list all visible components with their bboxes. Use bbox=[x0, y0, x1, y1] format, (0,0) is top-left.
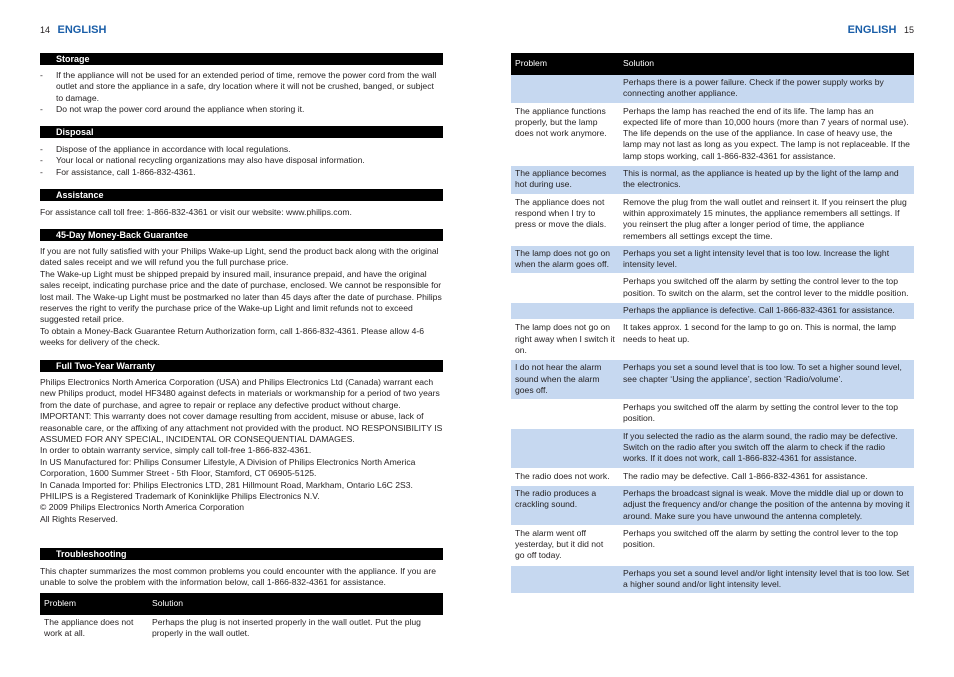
paragraph: In US Manufactured for: Philips Consumer Lifestyle, A Division of Philips Electronics North America Corporation, 1600 Summer Street - 5th Floor, Stamford, CT 06905-5125. bbox=[40, 456, 416, 479]
left-page-header bbox=[40, 24, 106, 36]
storage-list bbox=[40, 70, 443, 116]
problem-cell: The appliance becomes hot during use. bbox=[511, 166, 619, 195]
problem-cell: The radio does not work. bbox=[511, 468, 619, 485]
assistance-heading: Assistance bbox=[40, 189, 443, 201]
language-label: ENGLISH bbox=[57, 24, 107, 36]
table-row bbox=[511, 360, 914, 400]
solution-cell: It takes approx. 1 second for the lamp to go on. This is normal, the lamp needs to heat up. bbox=[619, 320, 914, 360]
paragraph: PHILIPS is a Registered Trademark of Koninklijke Philips Electronics N.V. bbox=[40, 491, 320, 502]
table-row bbox=[511, 303, 914, 320]
solution-cell: This is normal, as the appliance is heated up by the light of the lamp and the electronics. bbox=[619, 166, 914, 195]
solution-cell: The radio may be defective. Call 1-866-832-4361 for assistance. bbox=[619, 468, 914, 485]
solution-cell: Perhaps you set a sound level and/or light intensity level that is too low. Set a higher sound and/or light intensity level. bbox=[619, 565, 914, 593]
warranty-heading: Full Two-Year Warranty bbox=[40, 360, 443, 372]
paragraph: To obtain a Money-Back Guarantee Return Authorization form, call 1-866-832-4361. Please allow 4-6 weeks for delivery of the check. bbox=[40, 325, 425, 348]
table-row bbox=[511, 320, 914, 360]
troubleshooting-table-right bbox=[511, 53, 914, 593]
problem-cell bbox=[511, 274, 619, 303]
list-item: - If the appliance will not be used for an extended period of time, remove the power cord from the wall outlet and store the appliance in a safe, dry location where it will not be crushed, banged, or subject to damage. bbox=[40, 70, 443, 104]
storage-heading: Storage bbox=[40, 53, 443, 65]
table-row bbox=[511, 245, 914, 274]
problem-cell bbox=[511, 303, 619, 320]
paragraph: Philips Electronics North America Corporation (USA) and Philips Electronics Ltd (Canada) warrant each new Philips product, model HF3480 against defects in materials or workmanship for a period of two years from the date of purchase, and agree to repair or replace any defective product without charge. IMPORTANT: This warranty does not cover damage resulting from accident, misuse or abuse, lack of reasonable care, or the affixing of any attachment not provided with the product. NO RESPONSIBILITY IS ASSUMED FOR ANY SPECIAL, INCIDENTAL OR CONSEQUENTIAL DAMAGES. bbox=[40, 377, 443, 445]
paragraph: © 2009 Philips Electronics North America Corporation bbox=[40, 502, 245, 513]
right-page-header bbox=[848, 24, 914, 36]
list-item: - For assistance, call 1-866-832-4361. bbox=[40, 167, 443, 178]
problem-cell: The radio produces a crackling sound. bbox=[511, 485, 619, 525]
solution-cell: Perhaps the appliance is defective. Call 1-866-832-4361 for assistance. bbox=[619, 303, 914, 320]
solution-cell: Perhaps you set a sound level that is too low. To set a higher sound level, see chapter ‘Using the appliance’, section ‘Radio/volume’. bbox=[619, 360, 914, 400]
problem-cell bbox=[511, 75, 619, 103]
problem-cell: The alarm went off yesterday, but it did not go off today. bbox=[511, 525, 619, 565]
paragraph: All Rights Reserved. bbox=[40, 513, 118, 524]
problem-cell: The appliance functions properly, but the lamp does not work anymore. bbox=[511, 103, 619, 165]
solution-cell: Perhaps you switched off the alarm by setting the control lever to the top position. To switch on the alarm, set the control lever to the middle position. bbox=[619, 274, 914, 303]
paragraph: In Canada Imported for: Philips Electronics LTD, 281 Hillmount Road, Markham, Ontario L6C 2S3. bbox=[40, 479, 413, 490]
table-header-row bbox=[511, 53, 914, 75]
solution-cell: Perhaps the plug is not inserted properly in the wall outlet. Put the plug properly in the wall outlet. bbox=[148, 615, 443, 643]
solution-cell: Perhaps there is a power failure. Check if the power supply works by connecting another appliance. bbox=[619, 75, 914, 103]
paragraph: In order to obtain warranty service, simply call toll-free 1-866-832-4361. bbox=[40, 445, 312, 456]
table-row bbox=[511, 565, 914, 593]
table-row bbox=[511, 485, 914, 525]
disposal-list bbox=[40, 144, 443, 178]
disposal-heading: Disposal bbox=[40, 126, 443, 138]
assistance-text bbox=[40, 207, 443, 218]
solution-cell: Perhaps you switched off the alarm by setting the control lever to the top position. bbox=[619, 400, 914, 429]
solution-cell: Perhaps the broadcast signal is weak. Move the middle dial up or down to adjust the frequency and/or change the position of the antenna by moving it around. Make sure you have unwound the antenna completely. bbox=[619, 485, 914, 525]
problem-cell bbox=[511, 428, 619, 468]
problem-cell: The lamp does not go on when the alarm goes off. bbox=[511, 245, 619, 274]
guarantee-text bbox=[40, 246, 443, 349]
table-row bbox=[511, 103, 914, 165]
page-number: 15 bbox=[903, 25, 914, 35]
column-header-problem: Problem bbox=[511, 53, 619, 75]
assistance-paragraph: For assistance call toll free: 1-866-832-4361 or visit our website: www.philips.com. bbox=[40, 207, 352, 217]
column-header-solution: Solution bbox=[619, 53, 914, 75]
paragraph: The Wake-up Light must be shipped prepaid by insured mail, insurance prepaid, and have the original sales receipt, indicating purchase price and the date of purchase, enclosed. We cannot be responsible for lost mail. The Wake-up Light must be postmarked no later than 45 days after the date of purchase. Philips reserves the right to verify the purchase price of the Wake-up Light and limit refunds not to exceed suggested retail price. bbox=[40, 268, 442, 325]
solution-cell: Perhaps the lamp has reached the end of its life. The lamp has an expected life of more than 10,000 hours (more than 7 years of normal use). The life depends on the use of the appliance. In case of heavy use, the lamp may not last as long as you expect. The lamp is not replaceable. If the lamp stops working, call 1-866-832-4361 for assistance. bbox=[619, 103, 914, 165]
solution-cell: Remove the plug from the wall outlet and reinsert it. If you reinsert the plug within approximately 15 minutes, the appliance remembers all settings. If you reinsert the plug after a longer period of time, the appliance remembers all settings except the time. bbox=[619, 194, 914, 245]
language-label: ENGLISH bbox=[847, 24, 897, 36]
column-header-solution: Solution bbox=[148, 593, 443, 615]
troubleshooting-table-left bbox=[40, 593, 443, 643]
problem-cell bbox=[511, 400, 619, 429]
table-row bbox=[511, 75, 914, 103]
troubleshooting-heading: Troubleshooting bbox=[40, 548, 443, 560]
page-number: 14 bbox=[40, 25, 51, 35]
problem-cell: The appliance does not respond when I try to press or move the dials. bbox=[511, 194, 619, 245]
table-header-row bbox=[40, 593, 443, 615]
table-row bbox=[40, 615, 443, 643]
problem-cell bbox=[511, 565, 619, 593]
problem-cell: The appliance does not work at all. bbox=[40, 615, 148, 643]
paragraph: If you are not fully satisfied with your Philips Wake-up Light, send the product back along with the original dated sales receipt and we will refund you the full purchase price. bbox=[40, 246, 439, 268]
guarantee-heading: 45-Day Money-Back Guarantee bbox=[40, 229, 443, 241]
warranty-text bbox=[40, 377, 443, 525]
solution-cell: Perhaps you switched off the alarm by setting the control lever to the top position. bbox=[619, 525, 914, 565]
problem-cell: I do not hear the alarm sound when the alarm goes off. bbox=[511, 360, 619, 400]
table-row bbox=[511, 525, 914, 565]
list-item: - Do not wrap the power cord around the appliance when storing it. bbox=[40, 104, 443, 115]
paragraph: This chapter summarizes the most common problems you could encounter with the appliance. If you are unable to solve the problem with the information below, call 1-866-832-4361 for assistance. bbox=[40, 566, 436, 588]
list-item: - Dispose of the appliance in accordance with local regulations. bbox=[40, 144, 443, 155]
table-row bbox=[511, 166, 914, 195]
list-item: - Your local or national recycling organizations may also have disposal information. bbox=[40, 155, 443, 166]
solution-cell: If you selected the radio as the alarm sound, the radio may be defective. Switch on the radio after you switch off the alarm to check if the radio works. If it does not work, call 1-866-832-4361 for assistance. bbox=[619, 428, 914, 468]
table-row bbox=[511, 468, 914, 485]
table-row bbox=[511, 428, 914, 468]
table-row bbox=[511, 400, 914, 429]
troubleshooting-intro bbox=[40, 566, 443, 589]
table-row bbox=[511, 274, 914, 303]
solution-cell: Perhaps you set a light intensity level that is too low. Increase the light intensity level. bbox=[619, 245, 914, 274]
problem-cell: The lamp does not go on right away when I switch it on. bbox=[511, 320, 619, 360]
table-row bbox=[511, 194, 914, 245]
column-header-problem: Problem bbox=[40, 593, 148, 615]
